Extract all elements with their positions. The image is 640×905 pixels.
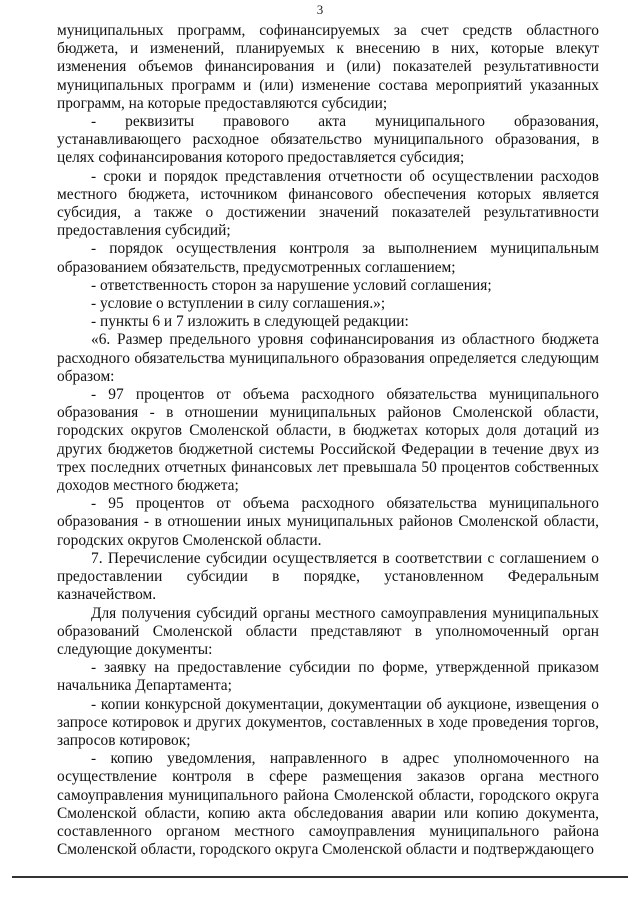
paragraph: - сроки и порядок представления отчетности об осуществлении расходов местного бюджета, источником финансового обеспечения которых является субсидия, а также о достижении значений показателей результативности предоставления субсидий; <box>57 167 599 240</box>
paragraph: 7. Перечисление субсидии осуществляется в соответствии с соглашением о предоставлении субсидии в порядке, установленном Федеральным казначейством. <box>57 549 599 604</box>
paragraph: - ответственность сторон за нарушение условий соглашения; <box>91 276 492 294</box>
paragraph: - реквизиты правового акта муниципального образования, устанавливающего расходное обязательство муниципального образования, в целях софинансирования которого предоставляется субсидия; <box>57 113 599 167</box>
bottom-rule <box>12 876 628 878</box>
paragraph: «6. Размер предельного уровня софинансирования из областного бюджета расходного обязательства муниципального образования определяется следующим образом: <box>57 331 599 385</box>
paragraph: - условие о вступлении в силу соглашения.»; <box>91 295 386 313</box>
paragraph: - 95 процентов от объема расходного обязательства муниципального образования - в отношении иных муниципальных районов Смоленской области, городских округов Смоленской области. <box>57 495 599 549</box>
paragraph: - 97 процентов от объема расходного обязательства муниципального образования - в отношении муниципальных районов Смоленской области, городских округов Смоленской области, в бюджетах которых доля дотаций из других бюджетов бюджетной системы Российской Федерации в течение двух из трех последних отчетных финансовых лет превышала 50 процентов собственных доходов местного бюджета; <box>57 386 599 495</box>
paragraph: - копии конкурсной документации, документации об аукционе, извещения о запросе котировок и других документов, составленных в ходе проведения торгов, запросов котировок; <box>57 695 599 749</box>
paragraph: - пункты 6 и 7 изложить в следующей редакции: <box>91 313 409 331</box>
paragraph: - заявку на предоставление субсидии по форме, утвержденной приказом начальника Департамента; <box>57 659 599 695</box>
paragraph: Для получения субсидий органы местного самоуправления муниципальных образований Смоленской области представляют в уполномоченный орган следующие документы: <box>57 604 599 658</box>
document-body <box>57 22 599 859</box>
paragraph: - порядок осуществления контроля за выполнением муниципальным образованием обязательств, предусмотренных соглашением; <box>57 240 599 276</box>
paragraph: муниципальных программ, софинансируемых за счет средств областного бюджета, и изменений, планируемых к внесению в них, которые влекут изменения объемов финансирования и (или) показателей результативности муниципальных программ и (или) изменение состава мероприятий указанных программ, на которые предоставляются субсидии; <box>57 22 599 112</box>
page-number: 3 <box>316 2 324 17</box>
paragraph: - копию уведомления, направленного в адрес уполномоченного на осуществление контроля в сфере размещения заказов органа местного самоуправления муниципального района Смоленской области, городского округа Смоленской области, копию акта обследования аварии или копию документа, составленного органом местного самоуправления муниципального района Смоленской области, городского округа Смоленской области и подтверждающего <box>57 750 599 859</box>
